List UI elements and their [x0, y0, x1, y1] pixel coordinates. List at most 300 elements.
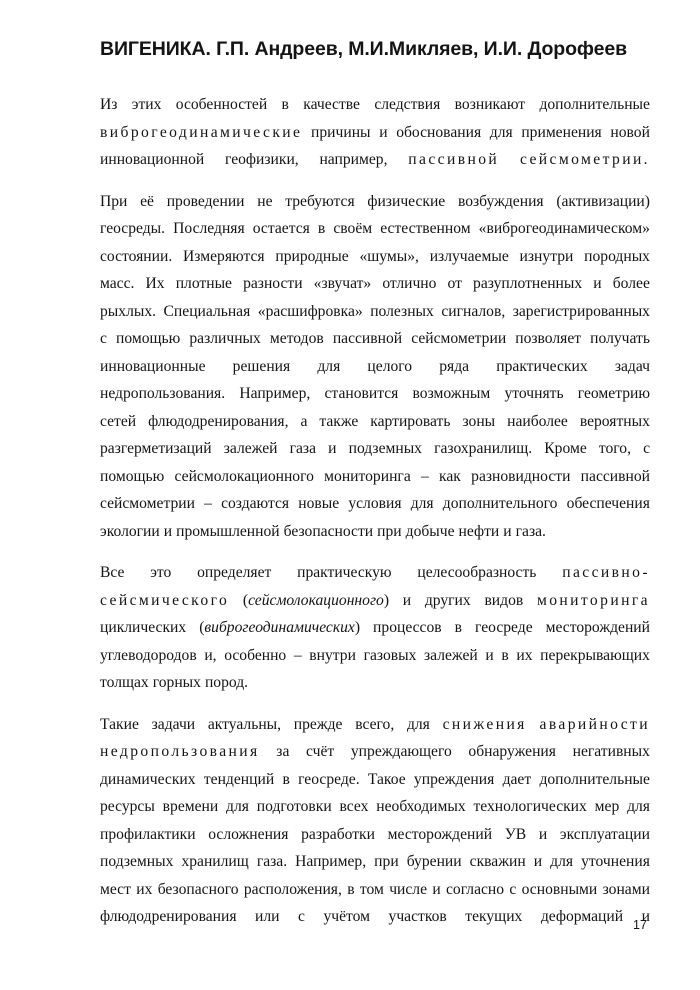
word-part: создаются: [221, 495, 290, 512]
word: [417, 559, 536, 587]
word: [462, 408, 495, 436]
word-part: видов: [484, 591, 524, 609]
word-part: УВ: [504, 825, 527, 843]
word-part: всех: [339, 798, 369, 815]
word: [441, 298, 505, 326]
word-part: её: [140, 192, 154, 210]
word: [224, 642, 286, 670]
word: [318, 215, 325, 243]
word: [580, 408, 650, 436]
word: [507, 408, 568, 436]
word-part: учётом: [323, 908, 371, 925]
word: [152, 711, 196, 739]
word-part: числе: [389, 880, 427, 898]
word: [382, 270, 436, 298]
word-part: зоны: [462, 412, 496, 430]
word: [158, 876, 239, 904]
word-part: углеводородов: [100, 646, 197, 664]
text-line: [100, 766, 650, 794]
word-part: возможным: [412, 385, 491, 402]
word-part: том: [359, 880, 384, 898]
word-part: –: [421, 467, 429, 485]
word: [116, 325, 180, 353]
word-part: возникают: [454, 96, 526, 113]
word: [389, 876, 427, 904]
word-part: добыче: [405, 522, 455, 540]
word: [599, 435, 631, 463]
word: [100, 793, 155, 821]
word: [146, 270, 165, 298]
word-part: особенностей: [175, 96, 268, 113]
word-part: залежей: [424, 646, 478, 664]
word-part: зонами: [602, 880, 650, 898]
word-part: залежей: [223, 440, 278, 457]
word: [484, 587, 523, 615]
word-part: применения: [521, 123, 602, 141]
word: [282, 766, 289, 794]
word-part: методов: [269, 330, 324, 347]
word: [541, 903, 623, 931]
word: [176, 270, 232, 298]
word-part: деформаций: [540, 908, 624, 925]
word: [578, 380, 650, 408]
word-part: разности: [243, 275, 303, 292]
word-part: и,: [204, 646, 217, 664]
paragraph: [100, 559, 650, 697]
word-part: (активизации): [556, 192, 650, 210]
word: [458, 188, 544, 216]
word-part: уточнения: [581, 853, 650, 870]
word-part: ): [354, 619, 361, 636]
word-part: вероятных: [579, 412, 650, 430]
word-part: месторождений: [387, 825, 493, 843]
word: [448, 270, 462, 298]
word-part: и: [379, 123, 388, 141]
word-part: плотные: [175, 275, 232, 292]
text-line: [100, 380, 650, 408]
word: [204, 642, 216, 670]
word-part: обоснования: [396, 123, 482, 141]
word-part: новой: [610, 123, 650, 141]
page-number: 17: [633, 918, 647, 932]
word: [459, 518, 500, 546]
word-part: задачи: [151, 715, 196, 733]
word: [537, 587, 650, 615]
word-part: газа.: [515, 522, 546, 540]
word: [317, 353, 340, 381]
text-line: [100, 876, 650, 904]
word-part: скважин: [469, 853, 526, 870]
word-part: «расшифровка»: [257, 302, 363, 320]
word-part: горных: [152, 674, 201, 691]
word: [504, 380, 563, 408]
word-part: необходимых: [376, 798, 466, 815]
text-line: [100, 518, 650, 546]
word: [295, 848, 366, 876]
word-part: или: [255, 908, 280, 925]
word-part: определяет: [197, 564, 272, 581]
word-part: газовых: [363, 646, 417, 664]
word-part: в: [347, 880, 355, 898]
word: [379, 119, 387, 147]
word-part: ): [383, 591, 390, 609]
word-part: мер: [594, 798, 620, 815]
text-line: [100, 669, 650, 697]
word: [204, 490, 212, 518]
word-part: перекрывающих: [540, 646, 650, 664]
word-part: уточнять: [504, 385, 564, 402]
word: [225, 146, 299, 174]
word: [257, 848, 287, 876]
word-part: с: [100, 330, 107, 347]
text-line: [100, 711, 650, 739]
text-line: [100, 408, 650, 436]
word: [300, 408, 307, 436]
text-line: [100, 903, 650, 931]
word: [301, 821, 375, 849]
word-part: и: [538, 825, 548, 843]
word: [503, 766, 532, 794]
word-part: подготовки: [256, 798, 332, 815]
word-part: актуальны,: [207, 715, 282, 733]
word-part: картировать: [370, 412, 451, 430]
word: [100, 821, 196, 849]
word-part: в: [454, 619, 463, 636]
word-part: разработки: [301, 825, 375, 843]
word: [136, 876, 152, 904]
word-part: и: [485, 646, 494, 664]
body-text: [100, 91, 650, 945]
text-line: [100, 270, 650, 298]
word: [539, 766, 650, 794]
word-part: инновационные: [100, 357, 206, 375]
word-part: Измеряются: [183, 247, 265, 265]
word: [581, 463, 650, 491]
word: [349, 435, 422, 463]
page-header: ВИГЕНИКА. Г.П. Андреев, М.И.Микляев, И.И. Дорофеев: [100, 38, 628, 60]
word-part: толщах: [100, 674, 149, 691]
word: [534, 848, 542, 876]
word-part: упреждающего: [350, 743, 452, 760]
word: [257, 188, 272, 216]
word: [470, 848, 526, 876]
word-part: Например,: [295, 853, 367, 870]
word: [294, 642, 302, 670]
word-part: месторождений: [545, 619, 650, 636]
word-part: рыхлых.: [100, 302, 157, 320]
word-part: их: [516, 646, 533, 664]
word-part: снижения: [442, 715, 527, 733]
word-part: получать: [590, 330, 650, 347]
word: [100, 559, 124, 587]
word: [100, 380, 225, 408]
word: [176, 91, 267, 119]
word-part: хранилищ: [181, 853, 249, 870]
word-part: своём: [333, 220, 373, 237]
word: [562, 559, 650, 587]
word: [199, 614, 360, 642]
word: [540, 711, 651, 739]
word: [425, 587, 471, 615]
word-part: разгерметизаций: [100, 440, 212, 457]
word-part: сейсмолокационного: [174, 467, 314, 485]
word: [167, 188, 245, 216]
word-part: пассивной: [580, 467, 650, 485]
word-part: (: [242, 591, 249, 609]
text-line: [100, 146, 650, 174]
word-part: различных: [189, 330, 261, 347]
word: [603, 876, 650, 904]
word-part: сейсмолокационного: [248, 591, 384, 609]
word: [164, 298, 251, 326]
word: [424, 642, 478, 670]
word: [370, 298, 434, 326]
word: [100, 146, 204, 174]
text-line: [100, 91, 650, 119]
word: [226, 793, 249, 821]
word: [298, 766, 359, 794]
word: [479, 215, 650, 243]
word-part: дополнительные: [539, 96, 650, 113]
word: [100, 215, 165, 243]
word-part: Такие: [100, 715, 139, 733]
word: [221, 490, 289, 518]
word-part: позволяет: [515, 330, 582, 347]
text-line: [100, 298, 650, 326]
word: [319, 408, 358, 436]
word: [163, 793, 219, 821]
word-part: текущих: [465, 908, 523, 925]
word: [403, 587, 411, 615]
word: [515, 325, 581, 353]
word-part: недропользования.: [100, 385, 226, 402]
word-part: при: [374, 853, 399, 870]
word-part: как: [439, 467, 461, 485]
word: [439, 463, 461, 491]
word-part: динамических: [100, 770, 196, 788]
word: [376, 793, 465, 821]
text-line: [100, 435, 650, 463]
word-part: а: [300, 412, 308, 430]
word: [100, 353, 206, 381]
word-part: Кроме: [544, 440, 587, 457]
word-part: в: [282, 770, 290, 788]
word-part: сигналов,: [441, 302, 506, 320]
text-line: [100, 243, 650, 271]
word: [244, 876, 342, 904]
word: [290, 435, 316, 463]
word-part: масс.: [100, 275, 135, 292]
word: [367, 353, 412, 381]
word: [408, 146, 499, 174]
word: [255, 903, 279, 931]
word: [581, 848, 650, 876]
word-part: задач: [614, 357, 650, 375]
word: [455, 614, 462, 642]
word-part: технологических: [473, 798, 587, 815]
word: [233, 353, 291, 381]
word: [325, 380, 399, 408]
word: [100, 766, 196, 794]
word: [319, 146, 387, 174]
word-part: газа.: [256, 853, 288, 870]
word-part: более: [612, 275, 650, 292]
word: [550, 848, 573, 876]
word: [176, 518, 280, 546]
word-part: их: [136, 880, 153, 898]
word-part: и: [533, 853, 543, 870]
word: [297, 559, 391, 587]
word: [100, 669, 149, 697]
word-part: сейсмометрии: [411, 330, 507, 347]
word-part: основными: [521, 880, 598, 898]
word: [100, 463, 164, 491]
word-part: профилактики: [100, 825, 196, 843]
word-part: этих: [131, 96, 162, 113]
word: [100, 119, 302, 147]
word: [100, 91, 117, 119]
word-part: проведении: [166, 192, 245, 210]
word: [615, 353, 650, 381]
word-part: не: [257, 192, 273, 210]
word: [243, 587, 389, 615]
word-part: дополнительного: [442, 495, 558, 512]
word-part: газохранилищ.: [434, 440, 533, 457]
word: [520, 146, 650, 174]
word: [100, 325, 107, 353]
word: [100, 188, 127, 216]
word-part: от: [447, 275, 462, 292]
word: [197, 559, 271, 587]
word: [314, 270, 372, 298]
word-part: мониторинга: [324, 467, 411, 485]
word-part: геосреде.: [298, 770, 360, 788]
word-part: в: [317, 220, 326, 237]
word: [374, 848, 399, 876]
word-part: для: [317, 357, 341, 375]
word: [455, 91, 525, 119]
word: [389, 903, 447, 931]
word: [100, 738, 260, 766]
word-part: при: [377, 522, 402, 540]
word-part: причины: [311, 123, 371, 141]
word: [328, 435, 336, 463]
word: [100, 435, 212, 463]
word-part: (: [199, 619, 205, 636]
text-line: [100, 587, 650, 615]
word: [414, 766, 494, 794]
word: [303, 91, 360, 119]
word: [421, 463, 429, 491]
word: [258, 298, 363, 326]
word: [257, 793, 332, 821]
word: [501, 642, 508, 670]
word-part: сейсмометрии.: [519, 151, 650, 168]
text-line: [100, 848, 650, 876]
word: [276, 738, 289, 766]
word: [560, 821, 650, 849]
word: [183, 243, 265, 271]
word-part: природные: [275, 247, 349, 265]
word: [208, 821, 288, 849]
word: [284, 518, 374, 546]
word-part: Все: [100, 564, 125, 581]
word-part: пассивной: [408, 151, 500, 168]
word: [298, 490, 339, 518]
word-part: мониторинга: [536, 591, 650, 609]
word: [324, 463, 411, 491]
word: [100, 642, 197, 670]
text-line: [100, 559, 650, 587]
text-line: [100, 215, 650, 243]
word: [473, 270, 582, 298]
word-part: возбуждения: [457, 192, 544, 210]
word: [309, 642, 356, 670]
word-part: для: [226, 798, 249, 815]
word-part: времени: [162, 798, 219, 815]
word: [153, 669, 201, 697]
word-part: сейсмометрии: [100, 495, 195, 512]
word-part: практическую: [297, 564, 392, 581]
paragraph: [100, 188, 650, 546]
word: [439, 353, 469, 381]
word: [100, 876, 131, 904]
word-part: флюдодренирования: [100, 908, 237, 925]
word: [148, 408, 288, 436]
word: [100, 518, 160, 546]
word-part: в: [501, 646, 509, 664]
word: [413, 380, 491, 408]
word: [544, 435, 587, 463]
word: [567, 490, 650, 518]
word: [359, 243, 418, 271]
word: [430, 243, 509, 271]
word-part: –: [293, 646, 302, 664]
word-part: подземных: [348, 440, 422, 457]
word-part: тенденций: [203, 770, 275, 788]
word-part: решения: [232, 357, 291, 375]
word: [610, 119, 650, 147]
word: [584, 243, 650, 271]
word: [471, 463, 570, 491]
word: [388, 821, 492, 849]
word-part: за: [276, 743, 290, 760]
word-part: и: [163, 522, 173, 540]
word-part: сетей: [100, 412, 137, 430]
word-part: промышленной: [176, 522, 280, 540]
word: [100, 490, 195, 518]
word: [173, 215, 245, 243]
word-part: геофизики,: [225, 151, 299, 168]
word-part: пород.: [204, 674, 249, 691]
paragraph: [100, 711, 650, 931]
word: [100, 903, 237, 931]
word: [505, 821, 526, 849]
word-part: аварийности: [539, 715, 650, 733]
word: [373, 614, 442, 642]
word: [522, 876, 598, 904]
word-part: с: [643, 440, 650, 457]
word-part: и: [641, 908, 650, 925]
word: [446, 876, 504, 904]
word: [285, 188, 354, 216]
word-part: циклических: [100, 619, 187, 636]
text-line: [100, 188, 650, 216]
word: [294, 711, 343, 739]
word-part: практических: [496, 357, 588, 375]
word-part: сейсмического: [100, 591, 230, 609]
word-part: разуплотненных: [473, 275, 583, 292]
